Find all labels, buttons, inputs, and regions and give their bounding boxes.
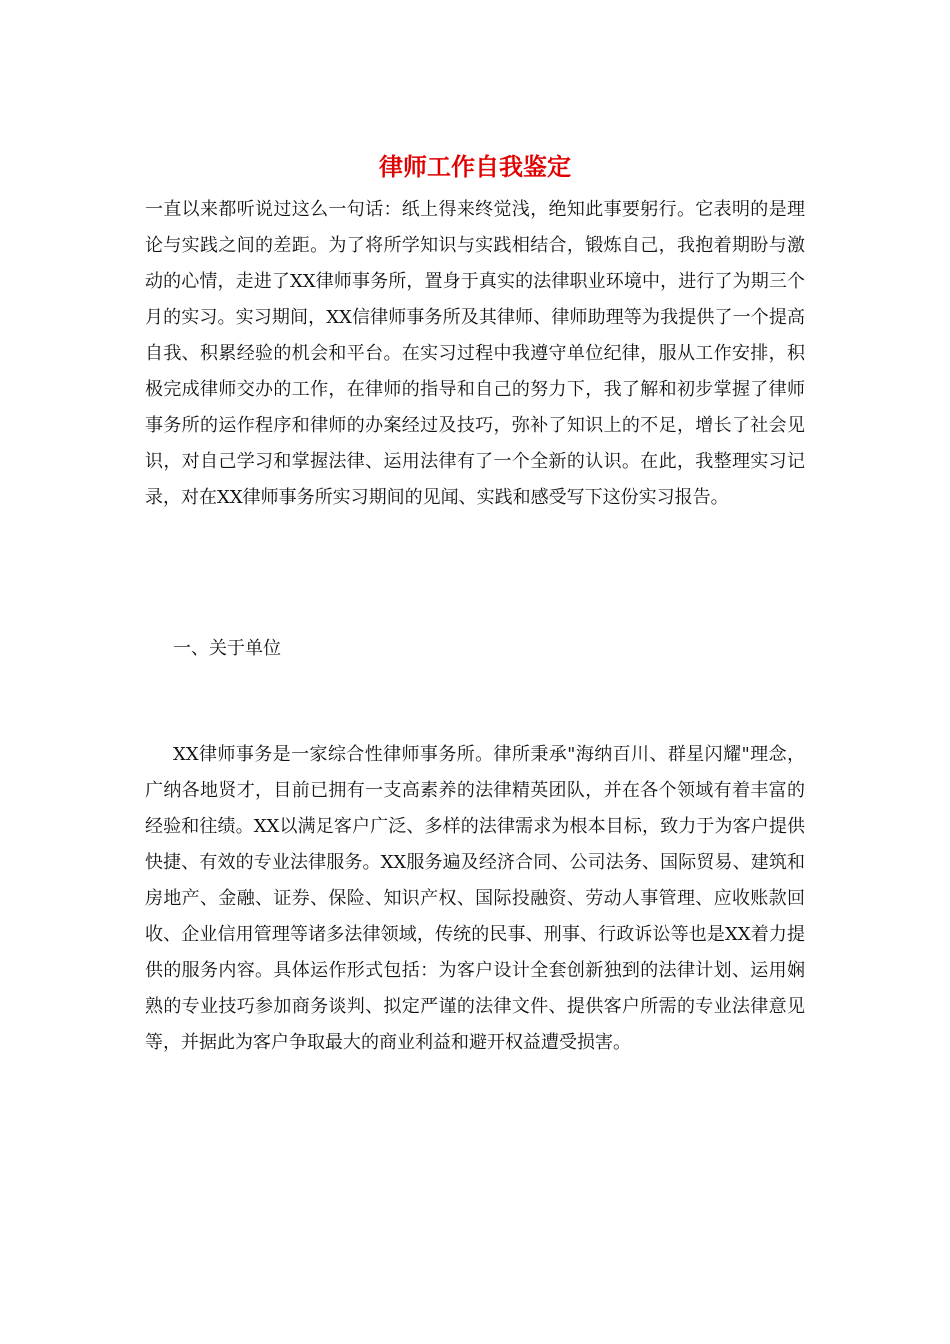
section-paragraph: XX律师事务是一家综合性律师事务所。律所秉承"海纳百川、群星闪耀"理念，广纳各地贤才，目前已拥有一支高素养的法律精英团队，并在各个领域有着丰富的经验和往绩。XX以满足客户广泛、多样的法律需求为根本目标，致力于为客户提供快捷、有效的专业法律服务。XX服务遍及经济合同、公司法务、国际贸易、建筑和房地产、金融、证券、保险、知识产权、国际投融资、劳动人事管理、应收账款回收、企业信用管理等诸多法律领域，传统的民事、刑事、行政诉讼等也是XX着力提供的服务内容。具体运作形式包括：为客户设计全套创新独到的法律计划、运用娴熟的专业技巧参加商务谈判、拟定严谨的法律文件、提供客户所需的专业法律意见等，并据此为客户争取最大的商业利益和避开权益遭受损害。 [145, 744, 805, 1053]
intro-paragraph: 一直以来都听说过这么一句话：纸上得来终觉浅，绝知此事要躬行。它表明的是理论与实践之间的差距。为了将所学知识与实践相结合，锻炼自己，我抱着期盼与激动的心情，走进了XX律师事务所，置身于真实的法律职业环境中，进行了为期三个月的实习。实习期间，XX信律师事务所及其律师、律师助理等为我提供了一个提高自我、积累经验的机会和平台。在实习过程中我遵守单位纪律，服从工作安排，积极完成律师交办的工作，在律师的指导和自己的努力下，我了解和初步掌握了律师事务所的运作程序和律师的办案经过及技巧，弥补了知识上的不足，增长了社会见识，对自己学习和掌握法律、运用法律有了一个全新的认识。在此，我整理实习记录，对在XX律师事务所实习期间的见闻、实践和感受写下这份实习报告。 [145, 199, 805, 508]
document-title: 律师工作自我鉴定 [379, 153, 571, 181]
section-heading: 一、关于单位 [173, 638, 281, 659]
